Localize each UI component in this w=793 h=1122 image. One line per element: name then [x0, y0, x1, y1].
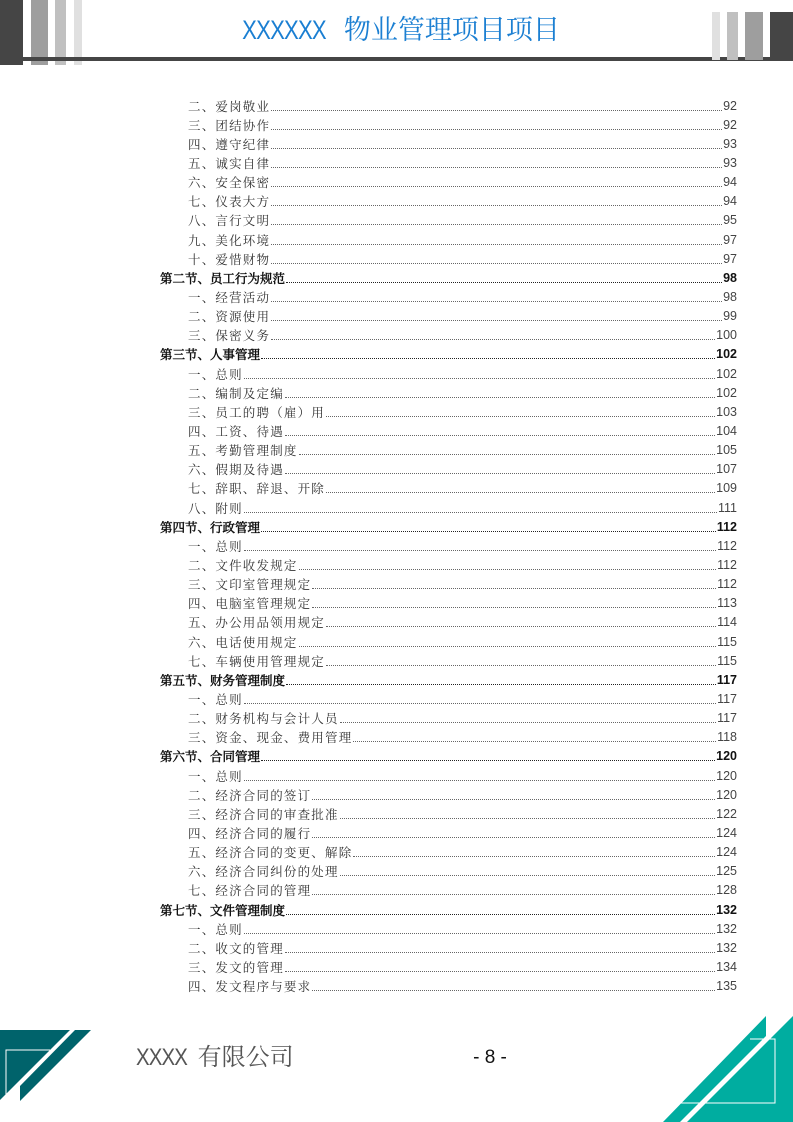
- toc-entry-label: 四、电脑室管理规定: [188, 596, 312, 612]
- toc-subsection-entry[interactable]: [160, 249, 737, 268]
- toc-entry-page: 107: [716, 462, 737, 477]
- toc-entry-label: 一、总则: [188, 538, 243, 554]
- toc-entry-label: 三、员工的聘（雇）用: [188, 404, 326, 420]
- dot-leader: [340, 818, 715, 819]
- dot-leader: [261, 358, 715, 359]
- toc-entry-label: 三、发文的管理: [188, 959, 284, 975]
- toc-entry-page: 112: [717, 538, 737, 553]
- dot-leader: [244, 933, 715, 934]
- toc-subsection-entry[interactable]: [160, 593, 737, 612]
- toc-entry-label: 五、诚实自律: [188, 156, 271, 172]
- toc-entry-page: 113: [717, 596, 737, 611]
- dot-leader: [271, 339, 715, 340]
- toc-subsection-entry[interactable]: [160, 785, 737, 804]
- toc-entry-page: 118: [717, 730, 737, 745]
- toc-entry-label: 七、仪表大方: [188, 194, 271, 210]
- toc-entry-label: 七、辞职、辞退、开除: [188, 481, 326, 497]
- toc-subsection-entry[interactable]: [160, 631, 737, 650]
- toc-entry-page: 103: [716, 404, 737, 419]
- toc-section-entry[interactable]: [160, 517, 737, 536]
- toc-entry-label: 四、发文程序与要求: [188, 979, 312, 995]
- toc-section-entry[interactable]: [160, 670, 737, 689]
- toc-entry-label: 二、编制及定编: [188, 385, 284, 401]
- header-rule: [0, 57, 793, 61]
- toc-entry-label: 四、遵守纪律: [188, 136, 271, 152]
- toc-entry-page: 104: [716, 424, 737, 439]
- toc-entry-page: 93: [723, 136, 737, 151]
- dot-leader: [299, 646, 716, 647]
- toc-subsection-entry[interactable]: [160, 823, 737, 842]
- toc-entry-page: 109: [716, 481, 737, 496]
- toc-subsection-entry[interactable]: [160, 459, 737, 478]
- toc-entry-label: 九、美化环境: [188, 232, 271, 248]
- toc-subsection-entry[interactable]: [160, 708, 737, 727]
- toc-entry-page: 124: [716, 825, 737, 840]
- toc-entry-page: 124: [716, 845, 737, 860]
- toc-entry-label: 五、经济合同的变更、解除: [188, 845, 353, 861]
- toc-subsection-entry[interactable]: [160, 229, 737, 248]
- dot-leader: [353, 856, 715, 857]
- toc-entry-label: 八、附则: [188, 500, 243, 516]
- toc-entry-label: 五、考勤管理制度: [188, 443, 298, 459]
- toc-entry-label: 六、电话使用规定: [188, 634, 298, 650]
- toc-entry-label: 二、收文的管理: [188, 940, 284, 956]
- toc-entry-page: 115: [717, 653, 737, 668]
- dot-leader: [286, 684, 716, 685]
- toc-subsection-entry[interactable]: [160, 440, 737, 459]
- toc-section-entry[interactable]: [160, 268, 737, 287]
- toc-entry-page: 99: [723, 309, 737, 324]
- toc-entry-label: 七、经济合同的管理: [188, 883, 312, 899]
- toc-subsection-entry[interactable]: [160, 96, 737, 115]
- dot-leader: [271, 110, 722, 111]
- dot-leader: [286, 282, 722, 283]
- toc-entry-page: 114: [717, 615, 737, 630]
- toc-section-entry[interactable]: [160, 746, 737, 765]
- toc-subsection-entry[interactable]: [160, 957, 737, 976]
- toc-entry-label: 十、爱惜财物: [188, 251, 271, 267]
- toc-entry-page: 102: [716, 347, 737, 362]
- dot-leader: [271, 129, 722, 130]
- footer-left-triangle-decoration: [0, 1020, 100, 1110]
- dot-leader: [244, 703, 716, 704]
- toc-entry-page: 98: [723, 290, 737, 305]
- dot-leader: [271, 320, 722, 321]
- toc-subsection-entry[interactable]: [160, 842, 737, 861]
- toc-subsection-entry[interactable]: [160, 689, 737, 708]
- dot-leader: [326, 492, 715, 493]
- dot-leader: [271, 205, 722, 206]
- toc-subsection-entry[interactable]: [160, 938, 737, 957]
- toc-subsection-entry[interactable]: [160, 555, 737, 574]
- dot-leader: [244, 512, 717, 513]
- document-title-prefix: XXXXXX: [242, 15, 327, 45]
- toc-entry-page: 122: [716, 806, 737, 821]
- footer-company-name: [136, 1042, 294, 1073]
- toc-entry-label: 第三节、人事管理: [160, 347, 261, 363]
- dot-leader: [271, 224, 722, 225]
- dot-leader: [261, 760, 715, 761]
- toc-subsection-entry[interactable]: [160, 191, 737, 210]
- toc-entry-label: 六、经济合同纠份的处理: [188, 864, 339, 880]
- toc-subsection-entry[interactable]: [160, 363, 737, 382]
- dot-leader: [353, 741, 716, 742]
- toc-subsection-entry[interactable]: [160, 574, 737, 593]
- toc-section-entry[interactable]: [160, 899, 737, 918]
- toc-section-entry[interactable]: [160, 344, 737, 363]
- toc-entry-page: 132: [716, 902, 737, 917]
- dot-leader: [271, 301, 722, 302]
- toc-subsection-entry[interactable]: [160, 287, 737, 306]
- toc-subsection-entry[interactable]: [160, 402, 737, 421]
- toc-entry-label: 一、总则: [188, 768, 243, 784]
- toc-entry-label: 二、资源使用: [188, 309, 271, 325]
- dot-leader: [312, 607, 716, 608]
- toc-subsection-entry[interactable]: [160, 172, 737, 191]
- toc-entry-page: 102: [716, 366, 737, 381]
- toc-entry-page: 120: [716, 749, 737, 764]
- dot-leader: [326, 665, 716, 666]
- toc-entry-label: 一、经营活动: [188, 290, 271, 306]
- toc-subsection-entry[interactable]: [160, 383, 737, 402]
- dot-leader: [299, 569, 716, 570]
- table-of-contents: [160, 96, 737, 996]
- toc-entry-page: 97: [723, 251, 737, 266]
- toc-entry-page: 112: [717, 577, 737, 592]
- toc-entry-label: 三、团结协作: [188, 117, 271, 133]
- dot-leader: [271, 148, 722, 149]
- toc-entry-page: 94: [723, 194, 737, 209]
- toc-entry-page: 98: [723, 270, 737, 285]
- toc-entry-page: 97: [723, 232, 737, 247]
- dot-leader: [285, 397, 715, 398]
- toc-entry-label: 二、文件收发规定: [188, 558, 298, 574]
- toc-entry-page: 120: [716, 768, 737, 783]
- toc-entry-page: 128: [716, 883, 737, 898]
- toc-entry-label: 六、安全保密: [188, 175, 271, 191]
- document-title-rest: 物业管理项目项目: [335, 15, 560, 46]
- toc-entry-page: 112: [717, 558, 737, 573]
- toc-subsection-entry[interactable]: [160, 306, 737, 325]
- dot-leader: [271, 244, 722, 245]
- dot-leader: [312, 894, 715, 895]
- page-number: - 8 -: [473, 1047, 507, 1068]
- toc-entry-label: 二、财务机构与会计人员: [188, 711, 339, 727]
- toc-subsection-entry[interactable]: [160, 134, 737, 153]
- toc-entry-page: 95: [723, 213, 737, 228]
- toc-subsection-entry[interactable]: [160, 325, 737, 344]
- toc-entry-page: 105: [716, 443, 737, 458]
- toc-entry-page: 112: [716, 519, 737, 534]
- dot-leader: [340, 722, 716, 723]
- toc-entry-page: 135: [716, 979, 737, 994]
- footer-company-rest: 有限公司: [190, 1043, 294, 1071]
- toc-entry-page: 111: [717, 500, 737, 515]
- dot-leader: [326, 626, 716, 627]
- toc-entry-label: 三、经济合同的审查批准: [188, 806, 339, 822]
- dot-leader: [244, 780, 715, 781]
- toc-entry-page: 117: [717, 711, 737, 726]
- toc-entry-label: 八、言行文明: [188, 213, 271, 229]
- toc-subsection-entry[interactable]: [160, 727, 737, 746]
- dot-leader: [312, 837, 715, 838]
- dot-leader: [285, 473, 715, 474]
- footer-right-triangle-decoration: [650, 1010, 793, 1122]
- dot-leader: [326, 416, 715, 417]
- toc-subsection-entry[interactable]: [160, 421, 737, 440]
- toc-subsection-entry[interactable]: [160, 976, 737, 995]
- toc-subsection-entry[interactable]: [160, 880, 737, 899]
- toc-entry-label: 三、资金、现金、费用管理: [188, 730, 353, 746]
- toc-entry-label: 二、爱岗敬业: [188, 98, 271, 114]
- toc-subsection-entry[interactable]: [160, 478, 737, 497]
- dot-leader: [340, 875, 715, 876]
- dot-leader: [285, 952, 715, 953]
- toc-entry-label: 二、经济合同的签订: [188, 787, 312, 803]
- dot-leader: [271, 186, 722, 187]
- toc-entry-page: 125: [716, 864, 737, 879]
- footer-company-prefix: XXXX: [136, 1044, 188, 1071]
- toc-entry-label: 第六节、合同管理: [160, 749, 261, 765]
- toc-entry-label: 一、总则: [188, 366, 243, 382]
- toc-subsection-entry[interactable]: [160, 651, 737, 670]
- toc-subsection-entry[interactable]: [160, 861, 737, 880]
- toc-entry-label: 第五节、财务管理制度: [160, 672, 286, 688]
- toc-entry-page: 132: [716, 921, 737, 936]
- toc-entry-label: 第二节、员工行为规范: [160, 270, 286, 286]
- toc-subsection-entry[interactable]: [160, 115, 737, 134]
- dot-leader: [312, 799, 715, 800]
- toc-entry-label: 一、总则: [188, 921, 243, 937]
- toc-entry-page: 132: [716, 940, 737, 955]
- toc-entry-label: 五、办公用品领用规定: [188, 615, 326, 631]
- toc-entry-label: 六、假期及待遇: [188, 462, 284, 478]
- toc-entry-page: 115: [717, 634, 737, 649]
- toc-subsection-entry[interactable]: [160, 612, 737, 631]
- toc-entry-page: 120: [716, 787, 737, 802]
- dot-leader: [285, 435, 715, 436]
- dot-leader: [312, 588, 716, 589]
- toc-entry-page: 92: [723, 98, 737, 113]
- toc-subsection-entry[interactable]: [160, 765, 737, 784]
- toc-subsection-entry[interactable]: [160, 497, 737, 516]
- dot-leader: [244, 550, 716, 551]
- dot-leader: [244, 378, 715, 379]
- toc-entry-label: 一、总则: [188, 692, 243, 707]
- toc-entry-label: 四、工资、待遇: [188, 424, 284, 440]
- toc-entry-page: 92: [723, 117, 737, 132]
- dot-leader: [285, 971, 715, 972]
- dot-leader: [261, 531, 716, 532]
- dot-leader: [271, 263, 722, 264]
- toc-entry-page: 100: [716, 328, 737, 343]
- toc-entry-label: 第四节、行政管理: [160, 519, 261, 535]
- toc-entry-label: 四、经济合同的履行: [188, 825, 312, 841]
- toc-subsection-entry[interactable]: [160, 536, 737, 555]
- dot-leader: [271, 167, 722, 168]
- toc-subsection-entry[interactable]: [160, 919, 737, 938]
- dot-leader: [299, 454, 716, 455]
- toc-entry-page: 93: [723, 156, 737, 171]
- toc-entry-page: 102: [716, 385, 737, 400]
- toc-subsection-entry[interactable]: [160, 153, 737, 172]
- dot-leader: [286, 914, 715, 915]
- toc-entry-page: 94: [723, 175, 737, 190]
- toc-entry-label: 三、文印室管理规定: [188, 577, 312, 593]
- dot-leader: [312, 990, 715, 991]
- toc-subsection-entry[interactable]: [160, 804, 737, 823]
- toc-entry-page: 134: [716, 959, 737, 974]
- toc-entry-page: 117: [717, 692, 737, 706]
- toc-entry-page: 117: [716, 672, 737, 687]
- toc-entry-label: 七、车辆使用管理规定: [188, 653, 326, 669]
- toc-entry-label: 三、保密义务: [188, 328, 271, 344]
- toc-subsection-entry[interactable]: [160, 210, 737, 229]
- toc-entry-label: 第七节、文件管理制度: [160, 902, 286, 918]
- document-title: [0, 12, 793, 49]
